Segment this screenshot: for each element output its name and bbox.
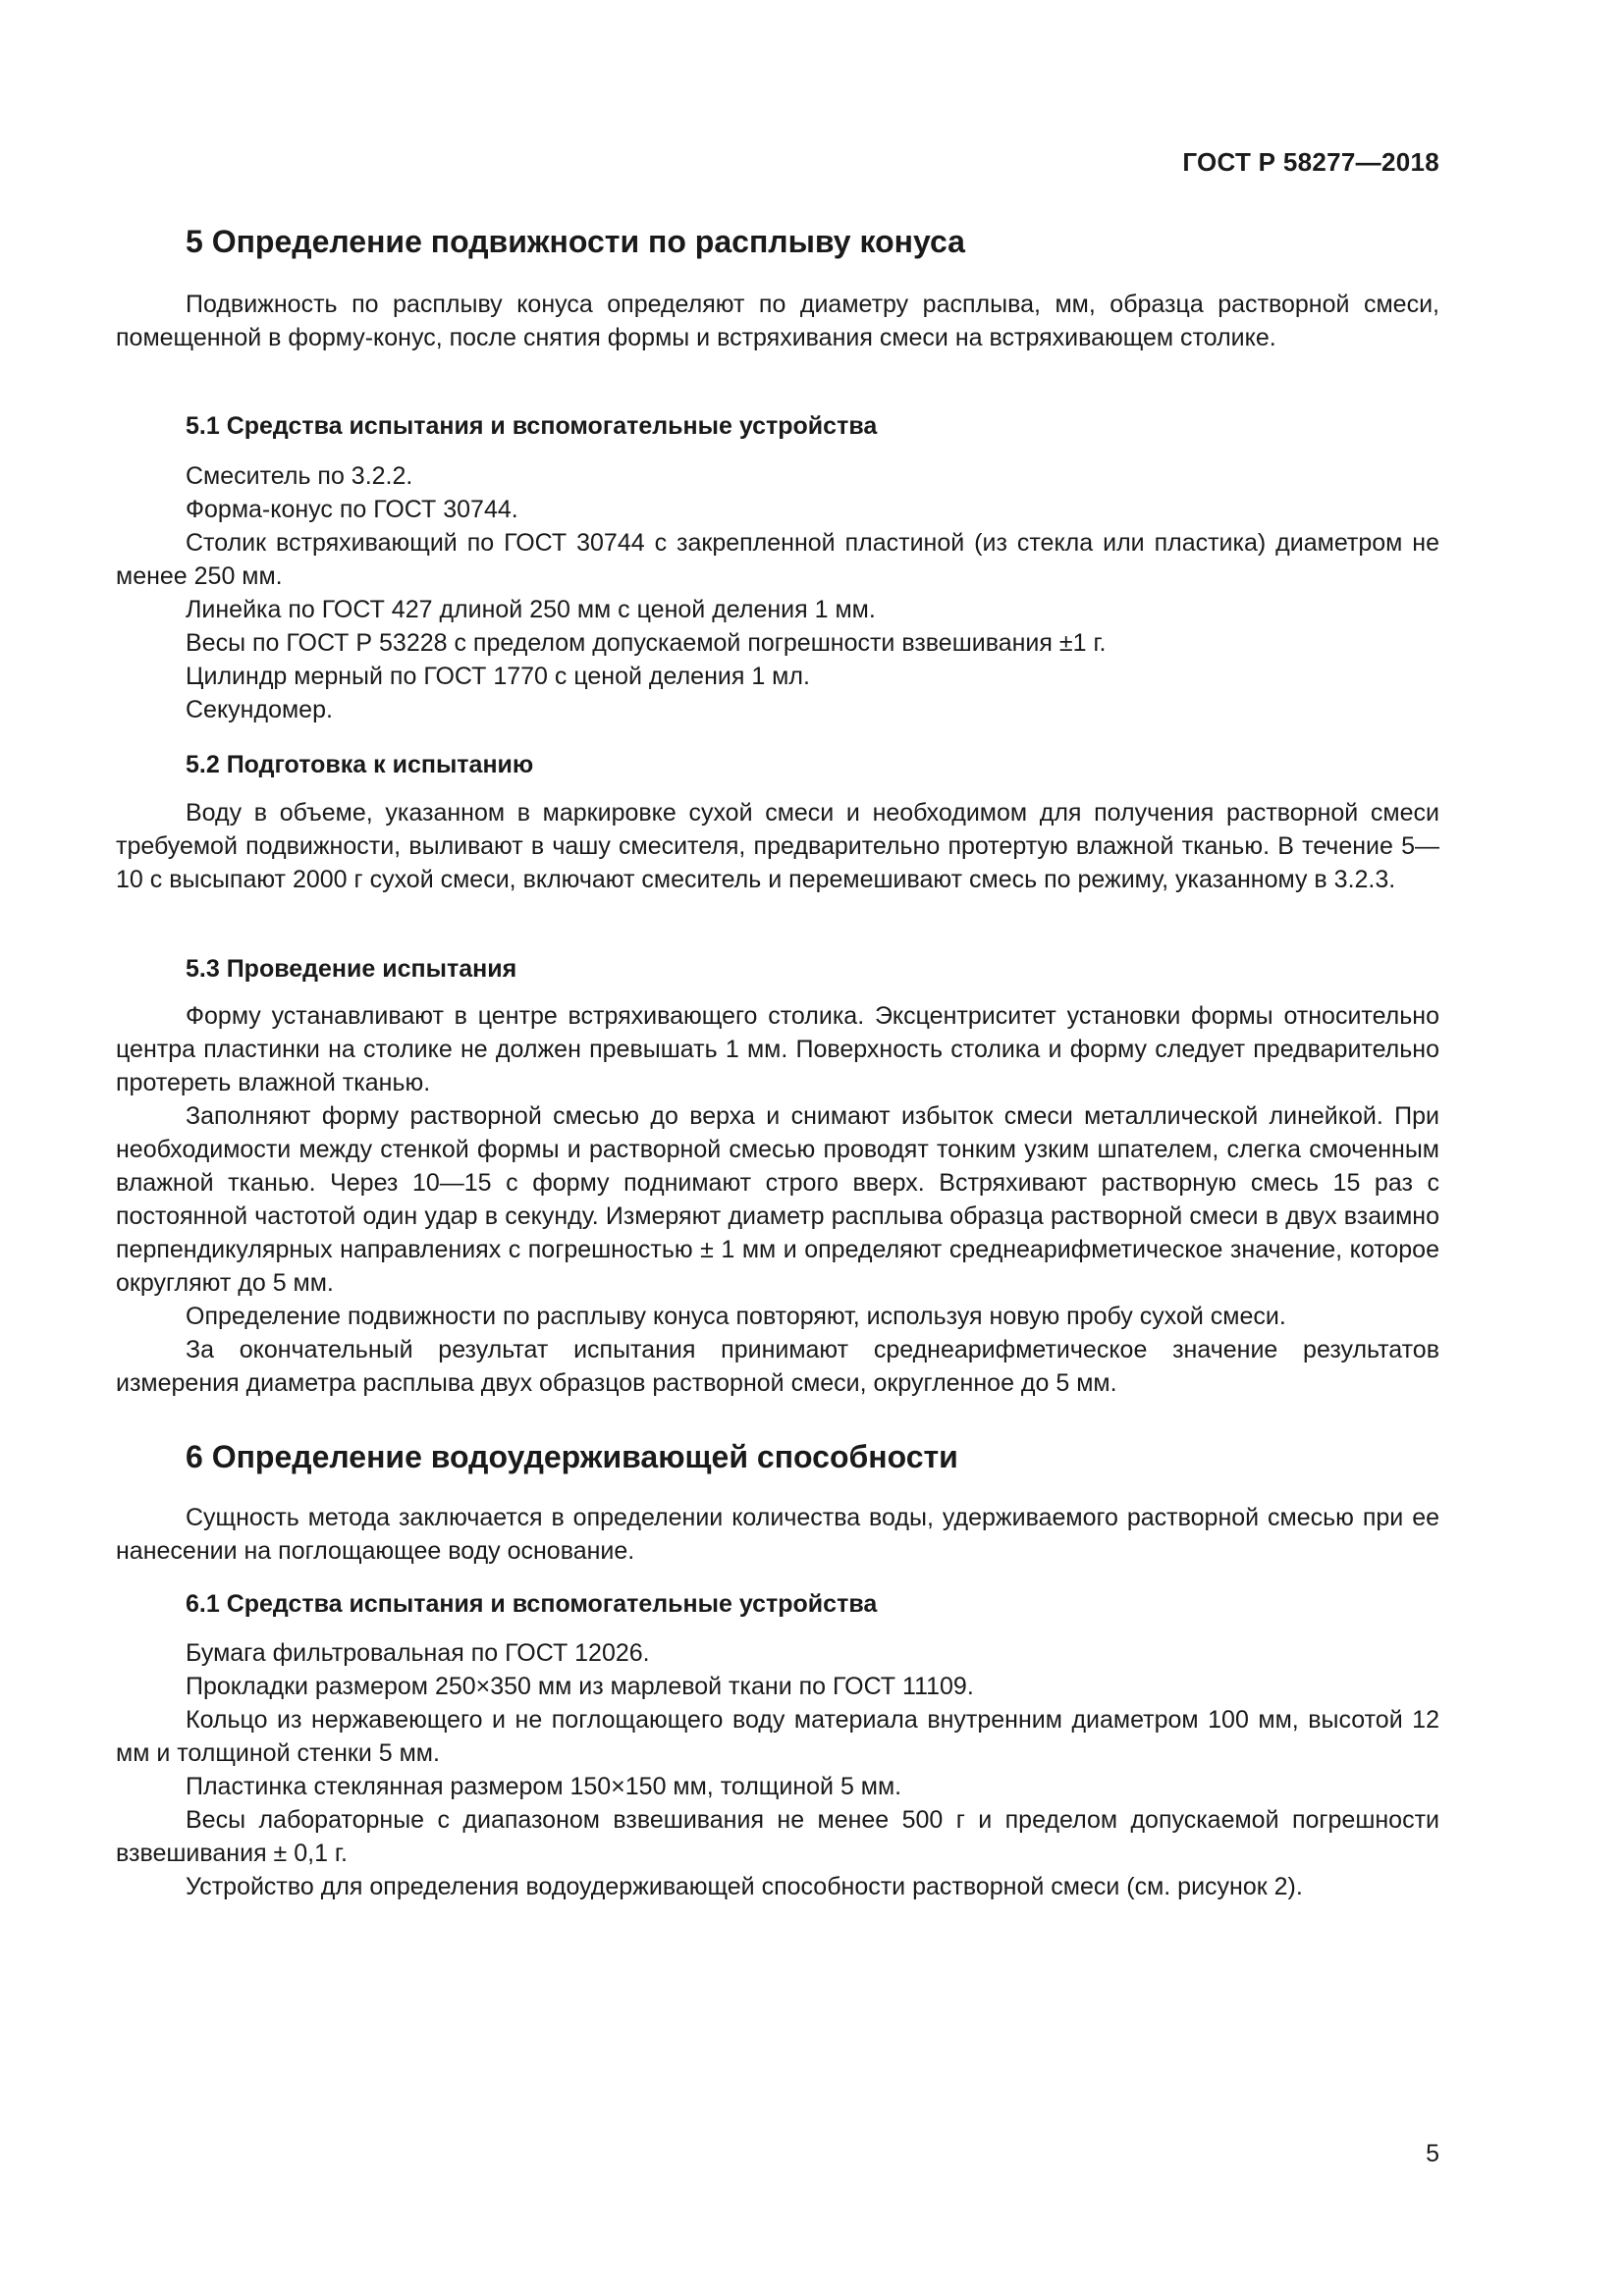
- section-5-title: 5 Определение подвижности по расплыву конуса: [186, 224, 965, 259]
- list-item: Устройство для определения водоудерживающей способности растворной смеси (см. рисунок 2).: [186, 1873, 1303, 1900]
- list-item: Форма-конус по ГОСТ 30744.: [186, 496, 518, 523]
- section-5-3-paragraph-4: За окончательный результат испытания принимают среднеарифметическое значение результатов измерения диаметра расплыва двух образцов растворной смеси, округленное до 5 мм.: [116, 1336, 1439, 1397]
- list-item: Весы лабораторные с диапазоном взвешивания не менее 500 г и пределом допускаемой погрешности взвешивания ± 0,1 г.: [116, 1806, 1439, 1867]
- list-item: Линейка по ГОСТ 427 длиной 250 мм с ценой деления 1 мм.: [186, 596, 876, 623]
- list-item: Пластинка стеклянная размером 150×150 мм, толщиной 5 мм.: [186, 1773, 902, 1800]
- section-6-intro: Сущность метода заключается в определении количества воды, удерживаемого растворной смесью при ее нанесении на поглощающее воду основание.: [116, 1504, 1439, 1565]
- list-item: Бумага фильтровальная по ГОСТ 12026.: [186, 1639, 650, 1667]
- section-6-title: 6 Определение водоудерживающей способности: [186, 1439, 958, 1474]
- section-5-intro: Подвижность по расплыву конуса определяют по диаметру расплыва, мм, образца растворной смеси, помещенной в форму-конус, после снятия формы и встряхивания смеси на встряхивающем столике.: [116, 291, 1439, 351]
- section-5-3-paragraph-2: Заполняют форму растворной смесью до верха и снимают избыток смеси металлической линейкой. При необходимости между стенкой формы и растворной смесью проводят тонким узким шпателем, слегка смоченным влажной тканью. Через 10—15 с форму поднимают строго вверх. Встряхивают растворную смесь 15 раз с постоянной частотой один удар в секунду. Измеряют диаметр расплыва образца растворной смеси в двух взаимно перпендикулярных направлениях с погрешностью ± 1 мм и определяют среднеарифметическое значение, которое округляют до 5 мм.: [116, 1102, 1439, 1297]
- section-6-1-title: 6.1 Средства испытания и вспомогательные устройства: [186, 1590, 878, 1618]
- section-5-1-title: 5.1 Средства испытания и вспомогательные устройства: [186, 412, 878, 440]
- section-5-3-title: 5.3 Проведение испытания: [186, 955, 517, 983]
- section-5-2-title: 5.2 Подготовка к испытанию: [186, 751, 534, 778]
- section-5-2-text: Воду в объеме, указанном в маркировке сухой смеси и необходимом для получения растворной смеси требуемой подвижности, выливают в чашу смесителя, предварительно протертую влажной тканью. В течение 5—10 с высыпают 2000 г сухой смеси, включают смеситель и перемешивают смесь по режиму, указанному в 3.2.3.: [116, 799, 1439, 893]
- page-number: 5: [1426, 2140, 1439, 2167]
- list-item: Столик встряхивающий по ГОСТ 30744 с закрепленной пластиной (из стекла или пластика) диаметром не менее 250 мм.: [116, 529, 1439, 590]
- list-item: Весы по ГОСТ Р 53228 с пределом допускаемой погрешности взвешивания ±1 г.: [186, 629, 1107, 657]
- section-5-3-paragraph-1: Форму устанавливают в центре встряхивающего столика. Эксцентриситет установки формы относительно центра пластинки на столике не должен превышать 1 мм. Поверхность столика и форму следует предварительно протереть влажной тканью.: [116, 1002, 1439, 1096]
- list-item: Смеситель по 3.2.2.: [186, 462, 413, 490]
- list-item: Кольцо из нержавеющего и не поглощающего воду материала внутренним диаметром 100 мм, высотой 12 мм и толщиной стенки 5 мм.: [116, 1706, 1439, 1767]
- section-5-3-paragraph-3: Определение подвижности по расплыву конуса повторяют, используя новую пробу сухой смеси.: [186, 1303, 1286, 1330]
- list-item: Прокладки размером 250×350 мм из марлевой ткани по ГОСТ 11109.: [186, 1673, 974, 1700]
- list-item: Секундомер.: [186, 696, 333, 723]
- list-item: Цилиндр мерный по ГОСТ 1770 с ценой деления 1 мл.: [186, 663, 810, 690]
- document-code: ГОСТ Р 58277—2018: [1182, 147, 1439, 177]
